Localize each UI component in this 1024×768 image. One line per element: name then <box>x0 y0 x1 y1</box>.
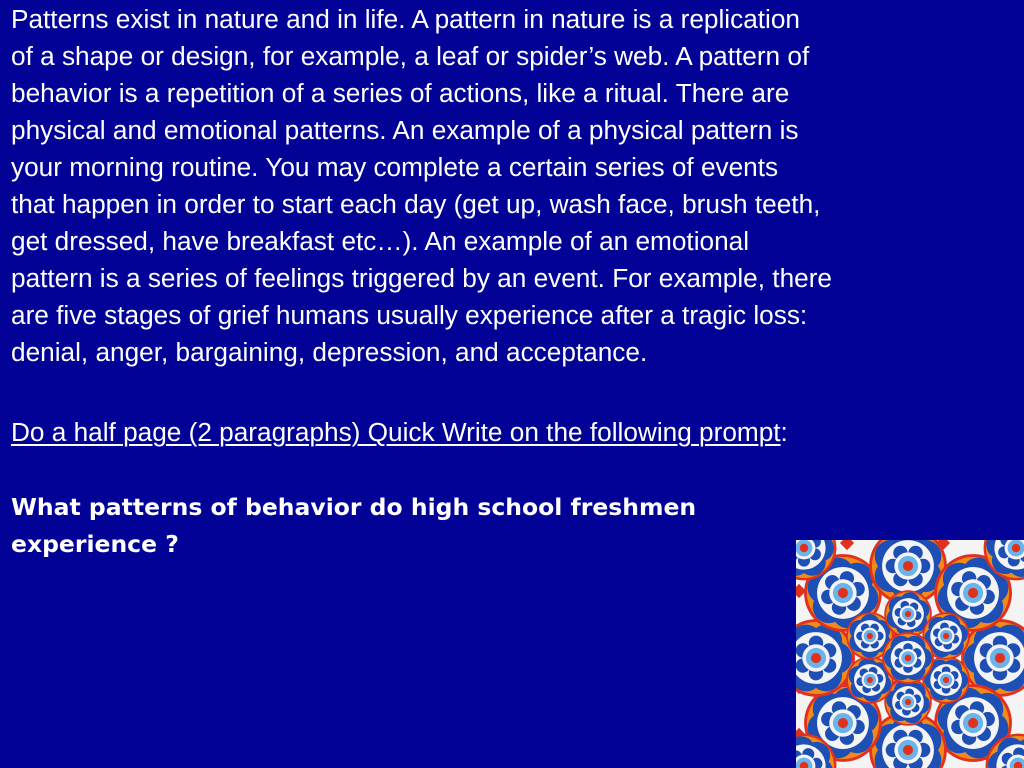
prompt-line: experience ? <box>11 530 179 558</box>
intro-line: physical and emotional patterns. An example of a physical pattern is <box>11 115 799 145</box>
intro-line: behavior is a repetition of a series of actions, like a ritual. There are <box>11 78 790 108</box>
instruction-underlined-text: Do a half page (2 paragraphs) Quick Write on the following prompt <box>11 417 781 447</box>
intro-line: get dressed, have breakfast etc…). An example of an emotional <box>11 226 750 256</box>
intro-line: denial, anger, bargaining, depression, and acceptance. <box>11 337 648 367</box>
mandala-pattern-image <box>796 540 1024 768</box>
prompt-line: What patterns of behavior do high school freshmen <box>11 493 697 521</box>
instruction-colon: : <box>780 417 788 447</box>
intro-line: pattern is a series of feelings triggered by an event. For example, there <box>11 263 832 293</box>
writing-prompt <box>11 489 696 563</box>
intro-line: Patterns exist in nature and in life. A pattern in nature is a replication <box>11 4 800 34</box>
quick-write-instruction <box>11 414 788 451</box>
mandala-svg <box>796 540 1024 768</box>
intro-paragraph <box>11 1 1011 371</box>
intro-line: that happen in order to start each day (get up, wash face, brush teeth, <box>11 189 821 219</box>
intro-line: your morning routine. You may complete a certain series of events <box>11 152 779 182</box>
intro-line: of a shape or design, for example, a leaf or spider’s web. A pattern of <box>11 41 810 71</box>
intro-line: are five stages of grief humans usually experience after a tragic loss: <box>11 300 808 330</box>
